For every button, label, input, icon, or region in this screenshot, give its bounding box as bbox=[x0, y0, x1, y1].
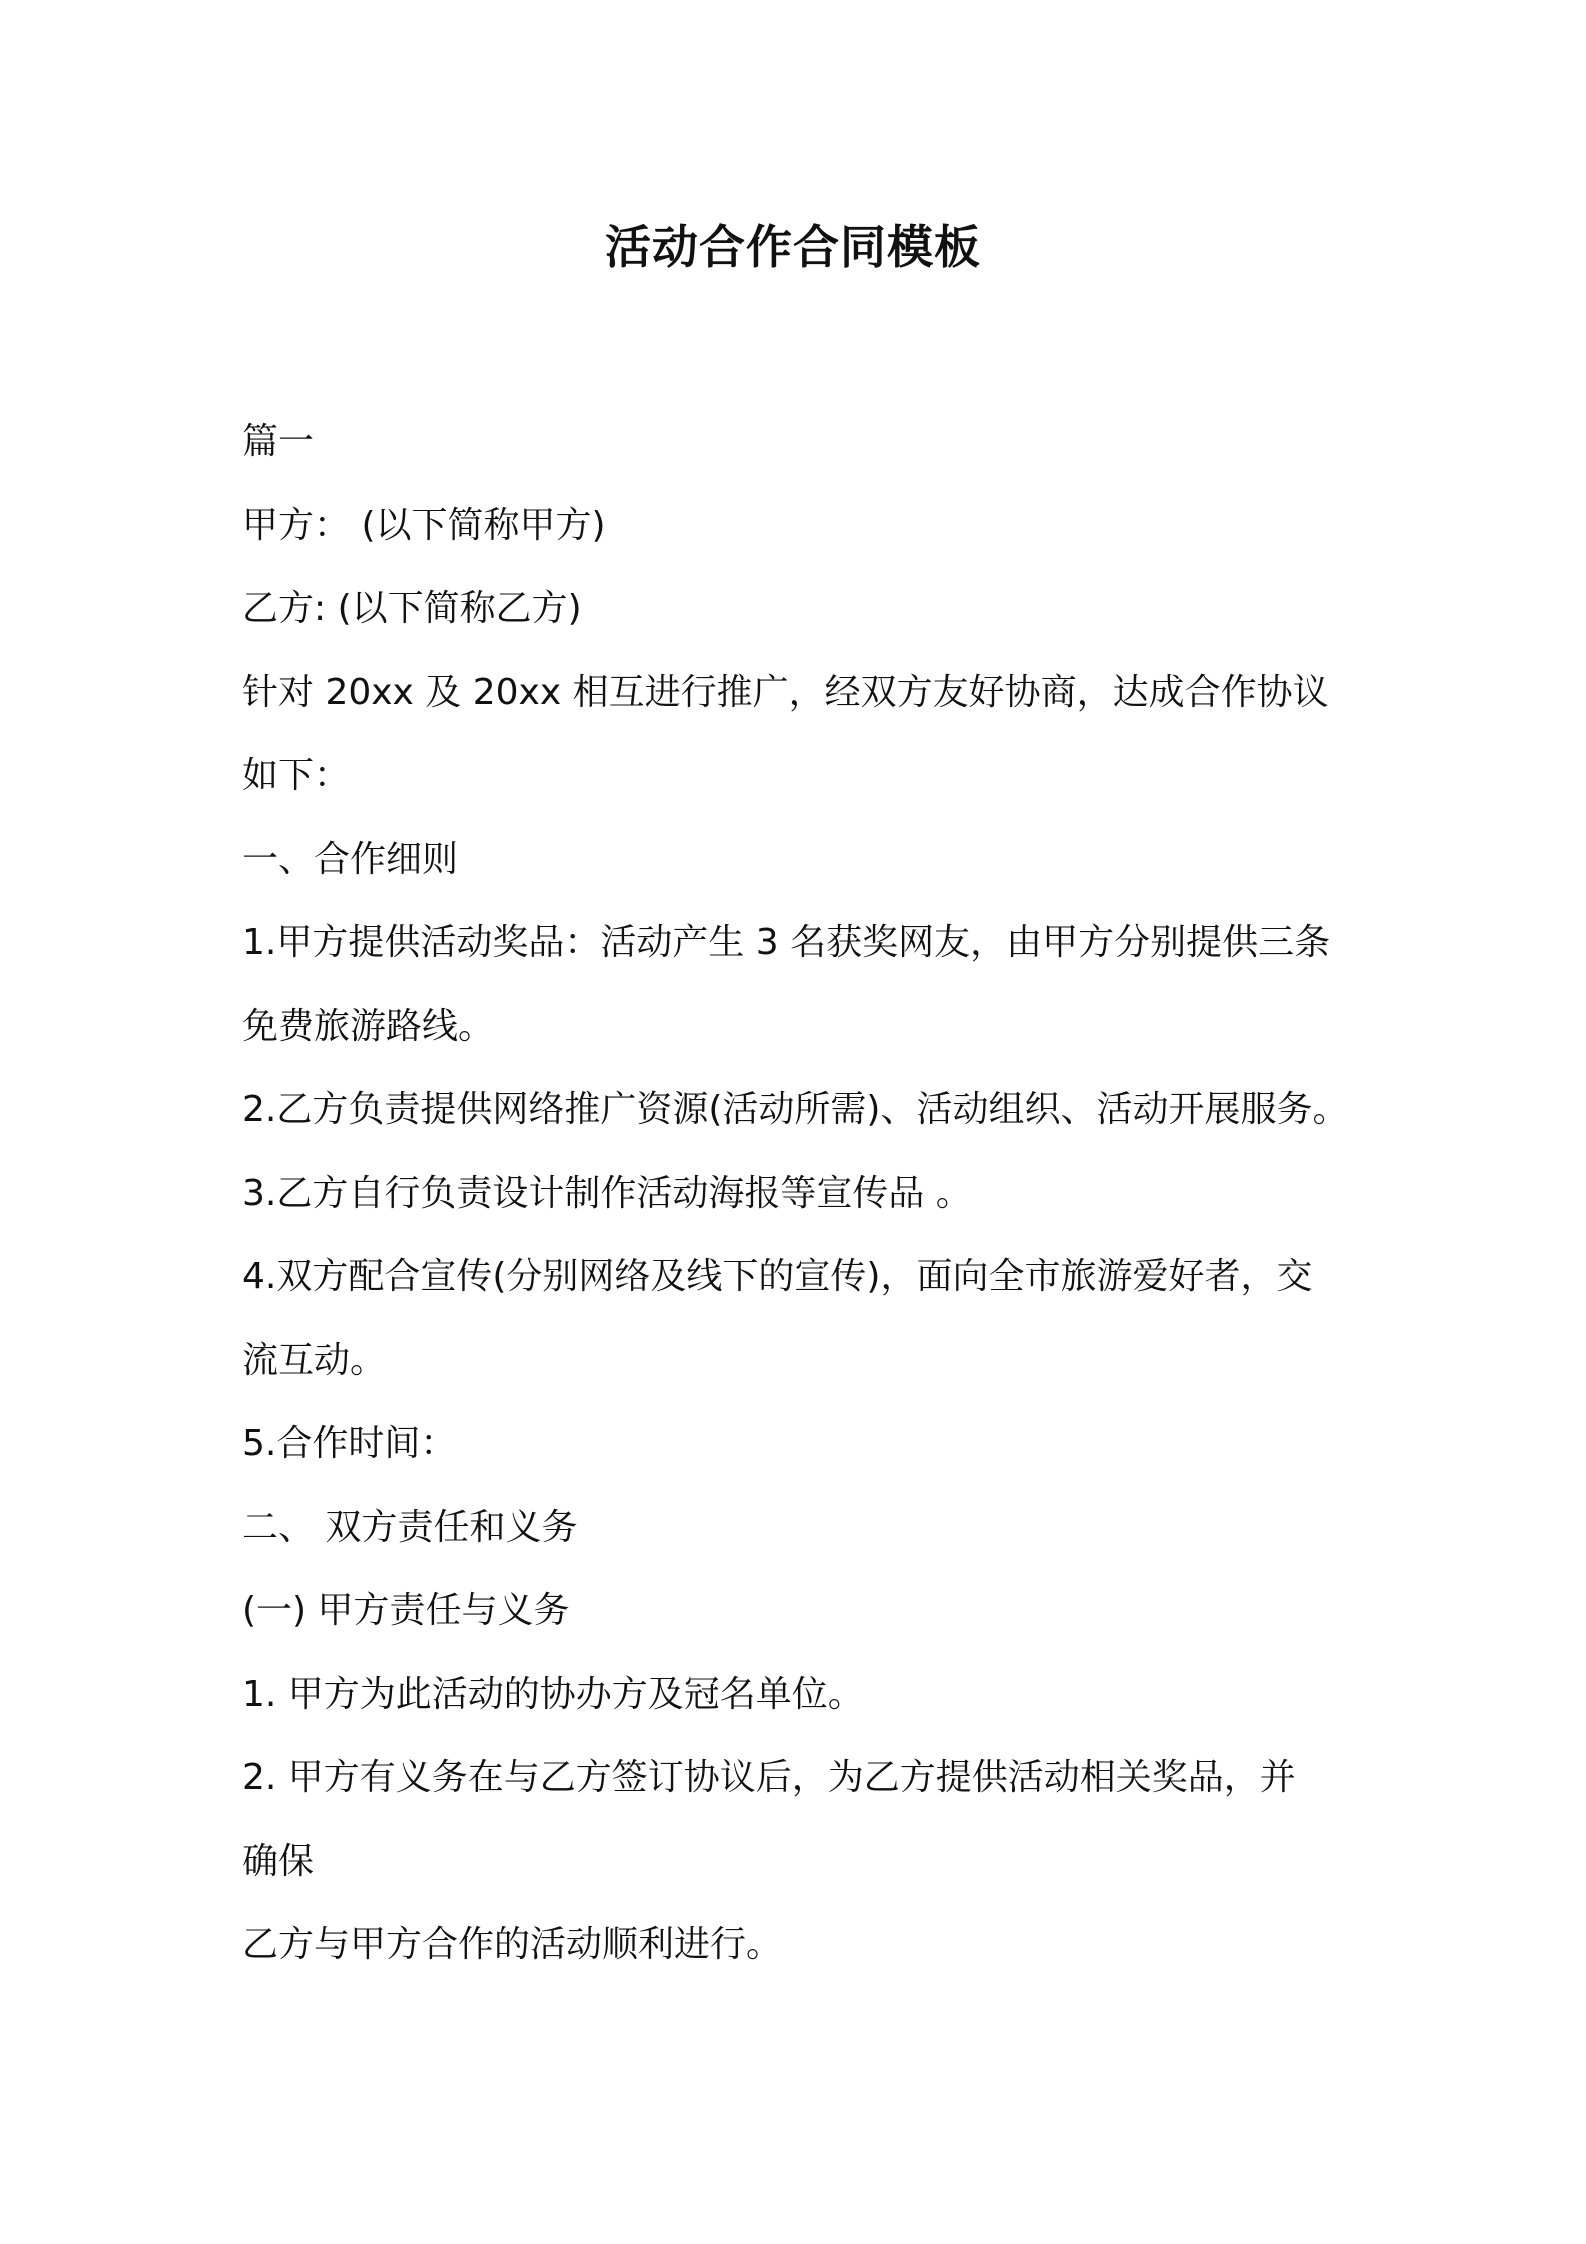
section-heading-responsibilities: 二、 双方责任和义务 bbox=[242, 1506, 578, 1548]
party-a-line: 甲方： (以下简称甲方) bbox=[242, 504, 606, 546]
section-heading-part-one: 篇一 bbox=[242, 421, 315, 462]
subsection-heading-party-a: (一) 甲方责任与义务 bbox=[242, 1590, 570, 1631]
rule-1-line-1: 1.甲方提供活动奖品：活动产生 3 名获奖网友，由甲方分别提供三条 bbox=[242, 922, 1331, 963]
party-a-duty-2-line-2: 确保 bbox=[242, 1840, 315, 1882]
document-body bbox=[242, 400, 1392, 1987]
rule-5-line: 5.合作时间： bbox=[242, 1423, 457, 1464]
rule-4-line-1: 4.双方配合宣传(分别网络及线下的宣传)，面向全市旅游爱好者，交 bbox=[242, 1256, 1313, 1297]
preamble-line-1: 针对 20xx 及 20xx 相互进行推广，经双方友好协商，达成合作协议 bbox=[242, 671, 1329, 713]
section-heading-cooperation-rules: 一、合作细则 bbox=[242, 838, 459, 880]
party-a-duty-2-line-3: 乙方与甲方合作的活动顺利进行。 bbox=[242, 1924, 783, 1965]
preamble-line-2: 如下： bbox=[242, 755, 351, 796]
party-b-line: 乙方: (以下简称乙方) bbox=[242, 588, 582, 629]
rule-3-line: 3.乙方自行负责设计制作活动海报等宣传品 。 bbox=[242, 1172, 972, 1214]
party-a-duty-2-line-1: 2. 甲方有义务在与乙方签订协议后，为乙方提供活动相关奖品，并 bbox=[242, 1757, 1296, 1798]
rule-1-line-2: 免费旅游路线。 bbox=[242, 1005, 495, 1047]
rule-2-line: 2.乙方负责提供网络推广资源(活动所需)、活动组织、活动开展服务。 bbox=[242, 1089, 1349, 1130]
party-a-duty-1-line: 1. 甲方为此活动的协办方及冠名单位。 bbox=[242, 1673, 864, 1715]
document-title: 活动合作合同模板 bbox=[605, 220, 981, 274]
rule-4-line-2: 流互动。 bbox=[242, 1339, 387, 1381]
